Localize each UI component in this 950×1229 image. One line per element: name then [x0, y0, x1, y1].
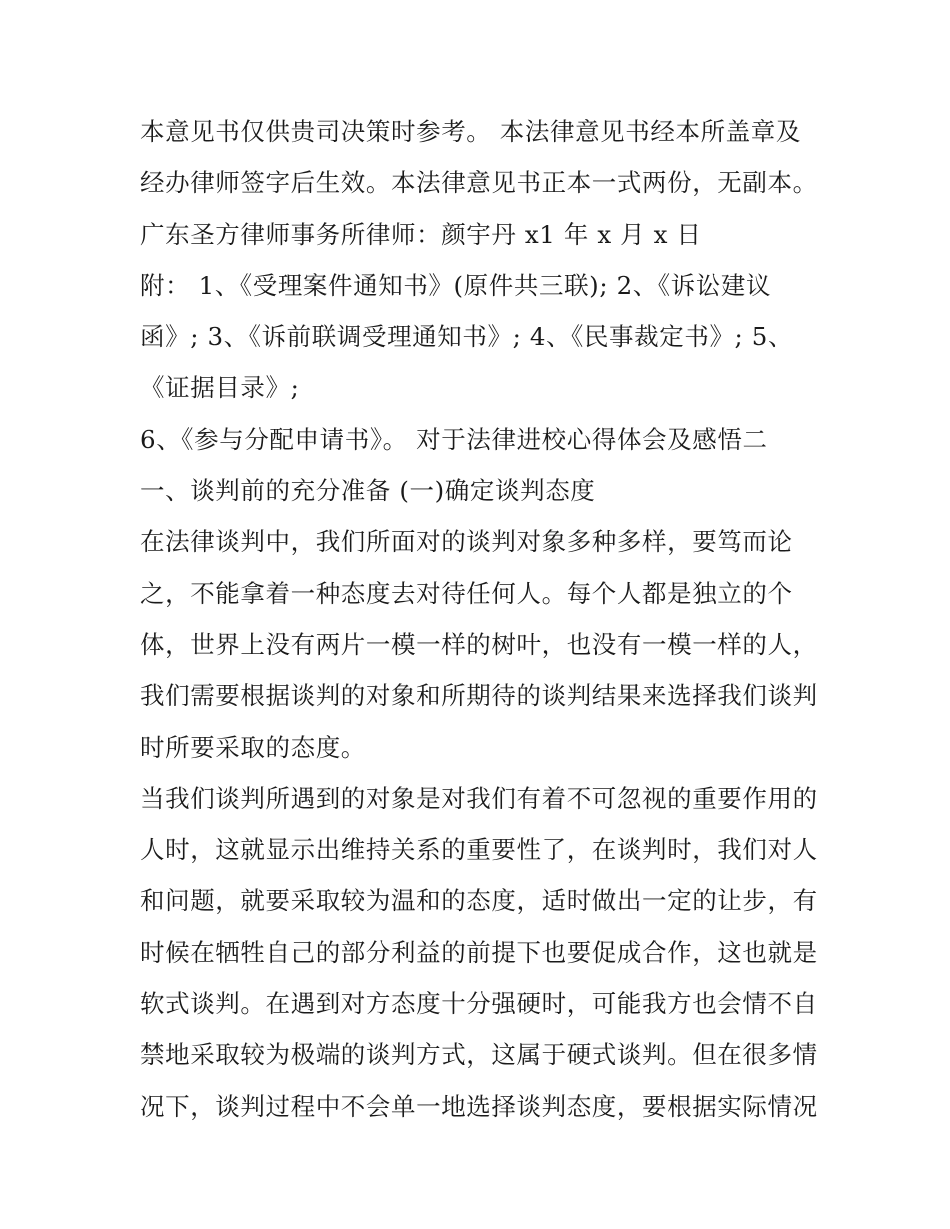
text-line: 况下，谈判过程中不会单一地选择谈判态度，要根据实际情况 [140, 1091, 818, 1121]
text-line: 人时，这就显示出维持关系的重要性了，在谈判时，我们对人 [140, 835, 818, 865]
text-line: 时所要采取的态度。 [140, 732, 366, 762]
section-heading: 一、谈判前的充分准备 (一)确定谈判态度 [140, 476, 596, 506]
document-body [140, 106, 820, 1132]
text-line: 我们需要根据谈判的对象和所期待的谈判结果来选择我们谈判 [140, 681, 818, 711]
text-line: 广东圣方律师事务所律师：颜宇丹 x1 年 x 月 x 日 [140, 219, 702, 249]
text-line: 和问题，就要采取较为温和的态度，适时做出一定的让步，有 [140, 886, 818, 916]
text-line: 禁地采取较为极端的谈判方式，这属于硬式谈判。但在很多情 [140, 1040, 818, 1070]
text-line: 6、《参与分配申请书》。 对于法律进校心得体会及感悟二 [140, 424, 768, 454]
text-line: 《证据目录》; [140, 373, 300, 403]
text-line: 之，不能拿着一种态度去对待任何人。每个人都是独立的个 [140, 578, 793, 608]
text-line: 附： 1、《受理案件通知书》(原件共三联); 2、《诉讼建议 [140, 270, 772, 300]
text-line: 本意见书仅供贵司决策时参考。 本法律意见书经本所盖章及 [140, 117, 801, 146]
text-line: 函》; 3、《诉前联调受理通知书》; 4、《民事裁定书》; 5、 [140, 322, 794, 352]
text-line: 时候在牺牲自己的部分利益的前提下也要促成合作，这也就是 [140, 937, 818, 967]
text-line: 当我们谈判所遇到的对象是对我们有着不可忽视的重要作用的 [140, 783, 818, 813]
text-line: 经办律师签字后生效。本法律意见书正本一式两份，无副本。 [140, 168, 818, 198]
text-line: 体，世界上没有两片一模一样的树叶，也没有一模一样的人， [140, 629, 818, 659]
text-line: 软式谈判。在遇到对方态度十分强硬时，可能我方也会情不自 [140, 989, 818, 1019]
text-line: 在法律谈判中，我们所面对的谈判对象多种多样，要笃而论 [140, 527, 793, 557]
